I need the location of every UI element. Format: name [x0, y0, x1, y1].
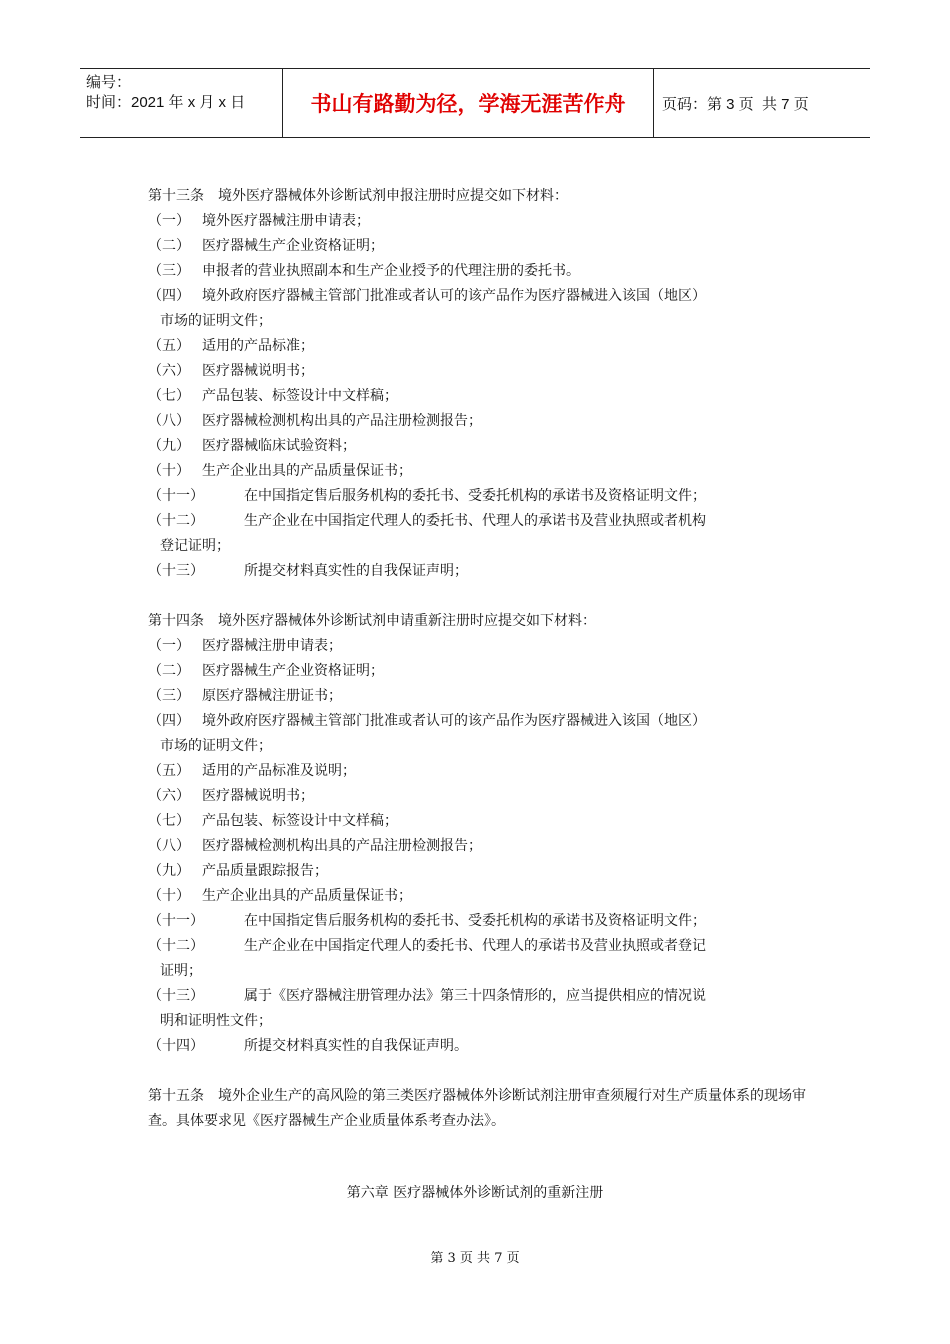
list-item-text: 医疗器械检测机构出具的产品注册检测报告；: [202, 413, 482, 429]
list-item-marker: （四）: [148, 713, 190, 729]
header-page-info: 页码：第 3 页 共 7 页: [662, 95, 809, 113]
list-item-text: 境外医疗器械注册申请表；: [202, 213, 370, 229]
list-item-marker: （五）: [148, 338, 190, 354]
list-item-text: 医疗器械说明书；: [202, 363, 314, 379]
paragraph-gap: [148, 584, 808, 609]
list-item: [148, 409, 808, 434]
list-item: [148, 234, 808, 259]
list-item: [148, 509, 808, 534]
list-item: [148, 634, 808, 659]
list-item: [148, 884, 808, 909]
list-item: [148, 984, 808, 1009]
article-heading: 第十三条 境外医疗器械体外诊断试剂申报注册时应提交如下材料：: [148, 188, 568, 204]
document-body: [148, 184, 808, 1134]
list-item-continuation: 明和证明性文件；: [160, 1013, 272, 1029]
list-item: [148, 909, 808, 934]
list-item-marker: （六）: [148, 788, 190, 804]
list-item-marker: （八）: [148, 838, 190, 854]
list-item-text: 生产企业在中国指定代理人的委托书、代理人的承诺书及营业执照或者登记: [244, 938, 706, 954]
list-item-text: 适用的产品标准；: [202, 338, 314, 354]
list-item: [148, 1034, 808, 1059]
list-item-marker: （七）: [148, 388, 190, 404]
list-item: [148, 684, 808, 709]
list-item-marker: （十二）: [148, 938, 204, 954]
list-item-marker: （三）: [148, 263, 190, 279]
list-item-text: 医疗器械检测机构出具的产品注册检测报告；: [202, 838, 482, 854]
list-item: [148, 934, 808, 959]
list-item: [148, 559, 808, 584]
list-item-text: 所提交材料真实性的自我保证声明。: [244, 1038, 468, 1054]
list-item-text: 产品质量跟踪报告；: [202, 863, 328, 879]
header-motto: 书山有路勤为径，学海无涯苦作舟: [282, 69, 654, 137]
list-item-text: 在中国指定售后服务机构的委托书、受委托机构的承诺书及资格证明文件；: [244, 488, 706, 504]
list-item-marker: （九）: [148, 863, 190, 879]
page-footer: 第 3 页 共 7 页: [430, 1251, 520, 1266]
list-item: [148, 284, 808, 309]
list-item-text: 属于《医疗器械注册管理办法》第三十四条情形的，应当提供相应的情况说: [244, 988, 706, 1004]
list-item-marker: （十三）: [148, 988, 204, 1004]
list-item-marker: （四）: [148, 288, 190, 304]
document-date: 时间：2021 年 x 月 x 日: [86, 94, 246, 111]
list-item-continuation: 市场的证明文件；: [160, 738, 272, 754]
list-item-marker: （十）: [148, 463, 190, 479]
list-item-marker: （十二）: [148, 513, 204, 529]
list-item: [148, 784, 808, 809]
list-item-marker: （二）: [148, 238, 190, 254]
list-item-marker: （九）: [148, 438, 190, 454]
list-item-text: 境外政府医疗器械主管部门批准或者认可的该产品作为医疗器械进入该国（地区）: [202, 713, 706, 729]
list-item-continuation: 登记证明；: [160, 538, 230, 554]
list-item-continuation: 证明；: [160, 963, 202, 979]
list-item: [148, 709, 808, 734]
list-item-text: 医疗器械临床试验资料；: [202, 438, 356, 454]
list-item-marker: （五）: [148, 763, 190, 779]
list-item-marker: （十一）: [148, 488, 204, 504]
list-item-marker: （八）: [148, 413, 190, 429]
paragraph-gap: [148, 1059, 808, 1084]
list-item: [148, 809, 808, 834]
list-item-marker: （十一）: [148, 913, 204, 929]
list-item-marker: （十三）: [148, 563, 204, 579]
list-item-text: 医疗器械注册申请表；: [202, 638, 342, 654]
list-item-marker: （一）: [148, 213, 190, 229]
list-item-marker: （十四）: [148, 1038, 204, 1054]
list-item: [148, 359, 808, 384]
list-item: [148, 434, 808, 459]
document-number-label: 编号：: [86, 74, 132, 91]
list-item: [148, 334, 808, 359]
page-header: [80, 68, 870, 138]
list-item: [148, 834, 808, 859]
list-item-text: 医疗器械生产企业资格证明；: [202, 663, 384, 679]
list-item-marker: （六）: [148, 363, 190, 379]
list-item-marker: （十）: [148, 888, 190, 904]
list-item: [148, 484, 808, 509]
list-item: [148, 759, 808, 784]
list-item: [148, 859, 808, 884]
list-item-marker: （七）: [148, 813, 190, 829]
list-item-text: 生产企业出具的产品质量保证书；: [202, 463, 412, 479]
list-item-continuation: 市场的证明文件；: [160, 313, 272, 329]
header-meta: [86, 73, 276, 113]
list-item: [148, 459, 808, 484]
list-item-text: 在中国指定售后服务机构的委托书、受委托机构的承诺书及资格证明文件；: [244, 913, 706, 929]
list-item: [148, 209, 808, 234]
list-item-text: 申报者的营业执照副本和生产企业授予的代理注册的委托书。: [202, 263, 580, 279]
list-item: [148, 259, 808, 284]
list-item-text: 医疗器械生产企业资格证明；: [202, 238, 384, 254]
list-item-marker: （一）: [148, 638, 190, 654]
list-item-text: 适用的产品标准及说明；: [202, 763, 356, 779]
list-item-text: 所提交材料真实性的自我保证声明；: [244, 563, 468, 579]
list-item-text: 境外政府医疗器械主管部门批准或者认可的该产品作为医疗器械进入该国（地区）: [202, 288, 706, 304]
list-item-text: 生产企业在中国指定代理人的委托书、代理人的承诺书及营业执照或者机构: [244, 513, 706, 529]
list-item-marker: （二）: [148, 663, 190, 679]
list-item: [148, 384, 808, 409]
list-item-text: 产品包装、标签设计中文样稿；: [202, 813, 398, 829]
list-item-text: 原医疗器械注册证书；: [202, 688, 342, 704]
article-fifteen: 第十五条 境外企业生产的高风险的第三类医疗器械体外诊断试剂注册审查须履行对生产质量体系的现场审查。具体要求见《医疗器械生产企业质量体系考查办法》。: [148, 1088, 806, 1129]
list-item-text: 医疗器械说明书；: [202, 788, 314, 804]
list-item-marker: （三）: [148, 688, 190, 704]
chapter-title: 第六章 医疗器械体外诊断试剂的重新注册: [346, 1185, 604, 1201]
list-item-text: 产品包装、标签设计中文样稿；: [202, 388, 398, 404]
list-item: [148, 659, 808, 684]
article-heading: 第十四条 境外医疗器械体外诊断试剂申请重新注册时应提交如下材料：: [148, 613, 596, 629]
list-item-text: 生产企业出具的产品质量保证书；: [202, 888, 412, 904]
